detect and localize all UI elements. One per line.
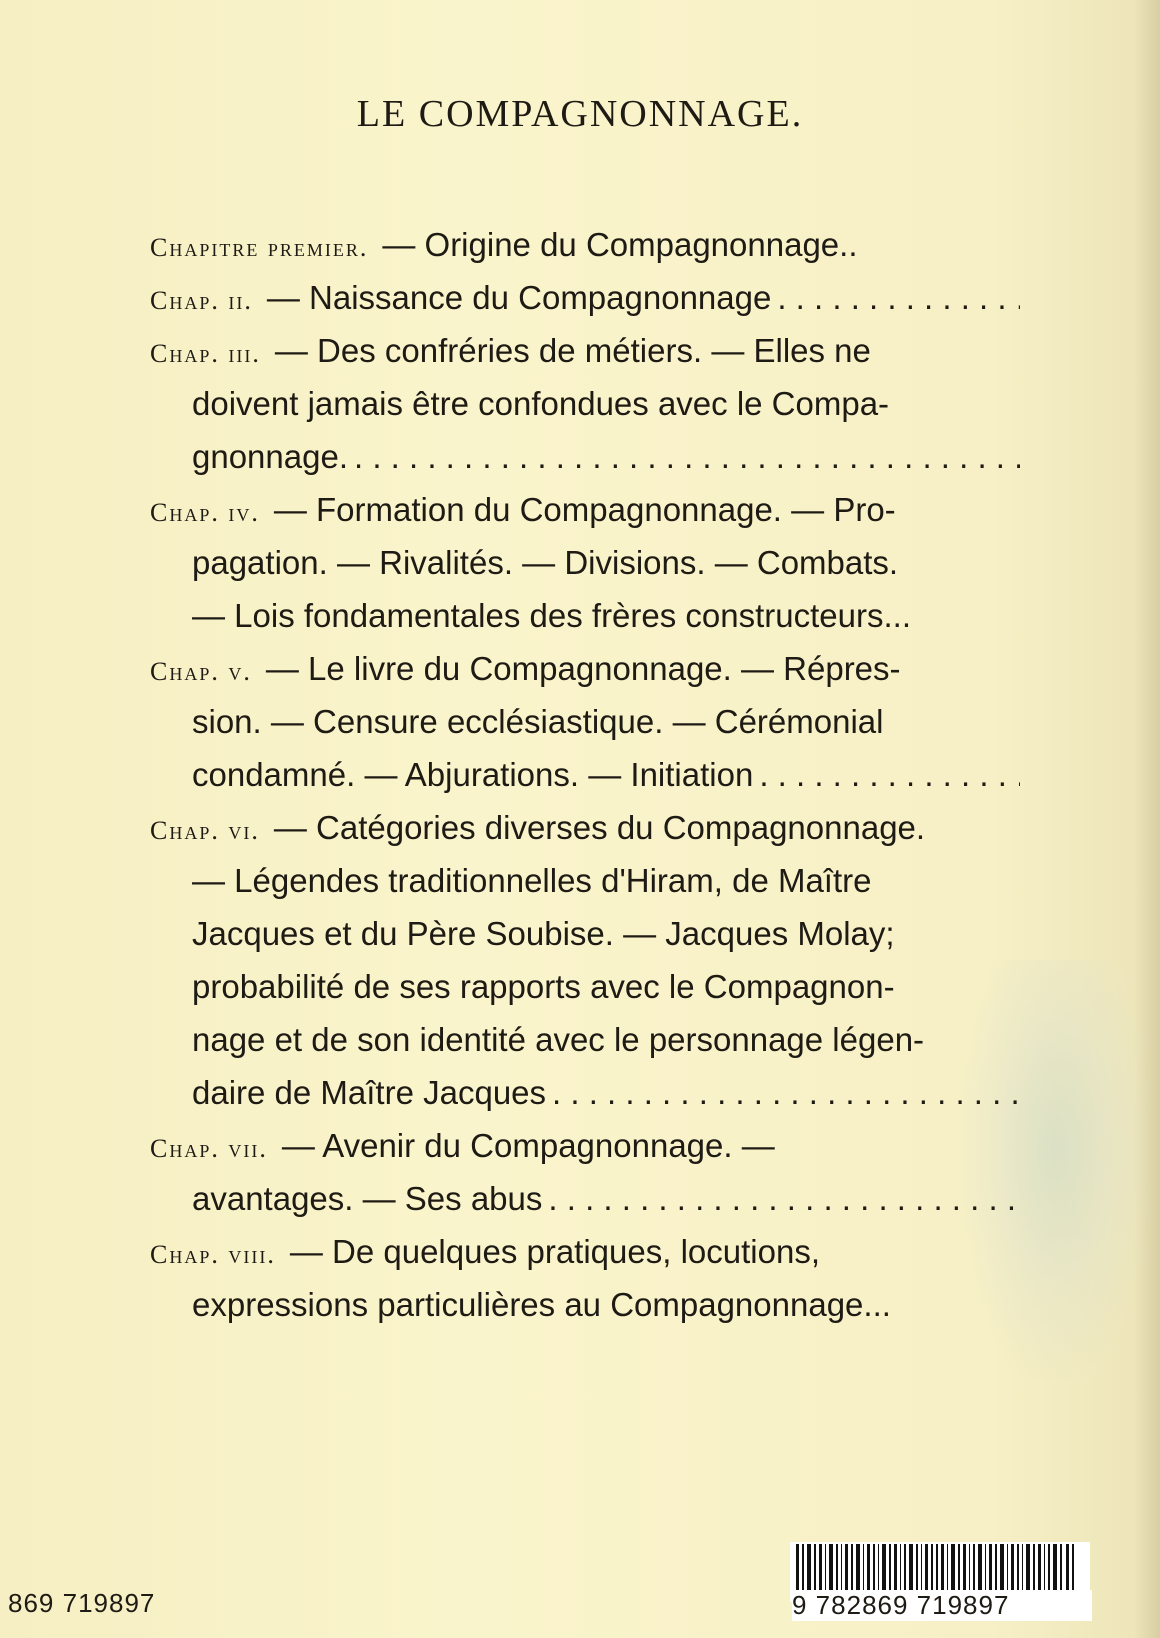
toc-entry-5 — [150, 650, 1020, 809]
chapter-text: — Lois fondamentales des frères constructeurs... — [192, 597, 912, 634]
leader-dots — [354, 438, 1020, 476]
chapter-text: doivent jamais être confondues avec le Compa- — [192, 385, 890, 422]
chapter-text: nage et de son identité avec le personnage légen- — [192, 1021, 925, 1058]
toc-entry-3 — [150, 332, 1020, 491]
chapter-text: — Origine du Compagnonnage.. — [382, 226, 858, 263]
chapter-text: — Légendes traditionnelles d'Hiram, de Maître — [192, 862, 872, 899]
chapter-text: daire de Maître Jacques — [192, 1074, 547, 1111]
chapter-text: gnonnage. — [192, 438, 348, 475]
page-title: LE COMPAGNONNAGE. — [356, 93, 804, 135]
chapter-label: Chap. vii. — [150, 1134, 268, 1163]
leader-dots — [759, 756, 1020, 794]
chapter-text: — Le livre du Compagnonnage. — Répres- — [265, 650, 901, 687]
chapter-text: Jacques et du Père Soubise. — Jacques Molay; — [192, 915, 895, 952]
spine-edge — [1134, 0, 1160, 1638]
chapter-text: avantages. — Ses abus — [192, 1180, 543, 1217]
chapter-text: condamné. — Abjurations. — Initiation — [192, 756, 754, 793]
chapter-text: — Catégories diverses du Compagnonnage. — [273, 809, 926, 846]
chapter-label: Chap. ii. — [150, 286, 253, 315]
leader-dots — [548, 1180, 1020, 1218]
leader-dots — [552, 1074, 1020, 1112]
chapter-text: — Avenir du Compagnonnage. — — [281, 1127, 775, 1164]
chapter-text: pagation. — Rivalités. — Divisions. — Combats. — [192, 544, 899, 581]
chapter-text: probabilité de ses rapports avec le Compagnon- — [192, 968, 895, 1005]
chapter-text: sion. — Censure ecclésiastique. — Cérémonial — [192, 703, 884, 740]
chapter-text: — De quelques pratiques, locutions, — [289, 1233, 820, 1270]
toc-entry-6 — [150, 809, 1020, 1127]
chapter-label: Chapitre premier. — [150, 233, 369, 262]
chapter-text: — Naissance du Compagnonnage — [266, 279, 772, 316]
chapter-text: — Formation du Compagnonnage. — Pro- — [273, 491, 896, 528]
isbn-barcode-text: 9 782869 719897 — [792, 1590, 1092, 1621]
toc-entry-7 — [150, 1127, 1020, 1233]
chapter-label: Chap. v. — [150, 657, 252, 686]
toc-entry-2 — [150, 279, 1020, 332]
toc-entry-4 — [150, 491, 1020, 650]
table-of-contents — [150, 226, 1020, 1339]
chapter-label: Chap. viii. — [150, 1240, 276, 1269]
isbn-short: 869 719897 — [8, 1588, 156, 1618]
chapter-label: Chap. iv. — [150, 498, 260, 527]
toc-entry-1 — [150, 226, 1020, 279]
chapter-label: Chap. iii. — [150, 339, 261, 368]
leader-dots — [777, 279, 1020, 317]
chapter-label: Chap. vi. — [150, 816, 260, 845]
chapter-text: expressions particulières au Compagnonnage... — [192, 1286, 891, 1323]
toc-entry-8 — [150, 1233, 1020, 1339]
chapter-text: — Des confréries de métiers. — Elles ne — [274, 332, 871, 369]
